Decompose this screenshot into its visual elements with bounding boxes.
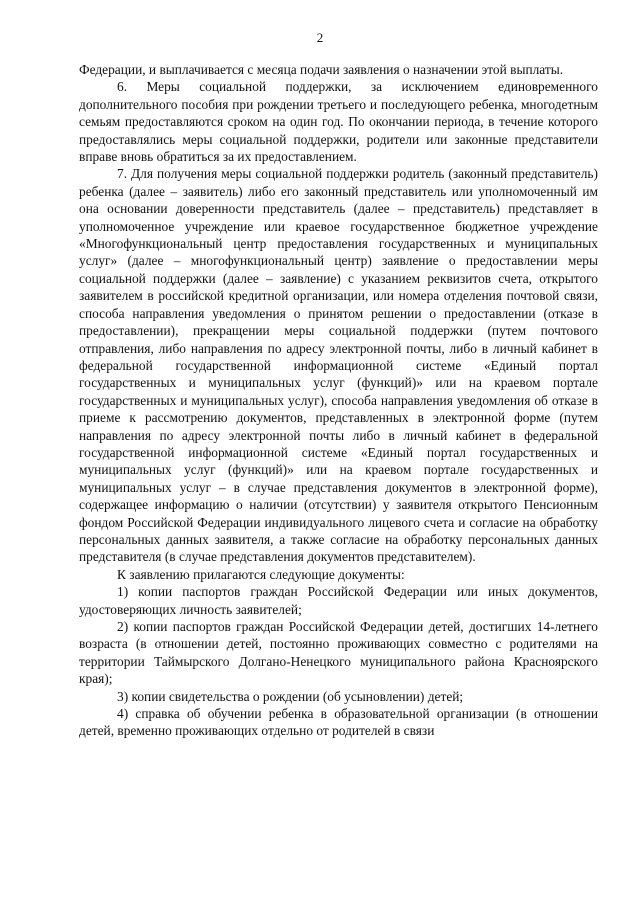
list-item-3: 3) копии свидетельства о рождении (об усыновлении) детей; (117, 688, 464, 704)
paragraph-continuation: Федерации, и выплачивается с месяца подачи заявления о назначении этой выплаты. (79, 62, 564, 77)
page-number: 2 (316, 30, 324, 45)
list-item-4: 4) справка об обучении ребенка в образовательной организации (в отношении детей, временно проживающих отдельно от родителей в связи (79, 706, 598, 739)
list-item-1: 1) копии паспортов граждан Российской Федерации или иных документов, удостоверяющих личность заявителей; (79, 584, 598, 617)
paragraph-documents-intro: К заявлению прилагаются следующие документы: (117, 566, 405, 582)
paragraph-item-6: 6. Меры социальной поддержки, за исключением единовременного дополнительного пособия при рождении третьего и последующего ребенка, многодетным семьям предоставляются сроком на один год. По окончании периода, в течение которого предоставлялись меры социальной поддержки, родители или законные представители вправе вновь обратиться за их предоставлением. (79, 79, 598, 165)
paragraph-item-7: 7. Для получения меры социальной поддержки родитель (законный представитель) ребенка (далее – заявитель) либо его законный представитель или уполномоченный им она основании доверенности представитель (далее – представитель) представляет в уполномоченное учреждение или краевое государственное бюджетное учреждение «Многофункциональный центр предоставления государственных и муниципальных услуг» (далее – многофункциональный центр) заявление о предоставлении меры социальной поддержки (далее – заявление) с указанием реквизитов счета, открытого заявителем в российской кредитной организации, или номера отделения почтовой связи, способа направления уведомления о принятом решении о предоставлении (отказе в предоставлении), прекращении меры социальной поддержки (путем почтового отправления, либо направления по адресу электронной почты, либо в личный кабинет в федеральной государственной информационной системе «Единый портал государственных и муниципальных услуг (функций)» или на краевом портале государственных и муниципальных услуг), способа направления уведомления об отказе в приеме к рассмотрению документов, представленных в электронной форме (путем направления по адресу электронной почты либо в личный кабинет в федеральной государственной информационной системе «Единый портал государственных и муниципальных услуг (функций)» или на краевом портале государственных и муниципальных услуг – в случае представления документов в электронной форме), содержащее информацию о наличии (отсутствии) у заявителя открытого Пенсионным фондом Российской Федерации индивидуального лицевого счета и согласие на обработку персональных данных заявителя, а также согласие на обработку персональных данных представителя (в случае представления документов представителем). (79, 166, 598, 565)
list-item-2: 2) копии паспортов граждан Российской Федерации детей, достигших 14-летнего возраста (в отношении детей, постоянно проживающих совместно с родителями на территории Таймырского Долгано-Ненецкого муниципального района Красноярского края); (79, 619, 598, 687)
document-body (79, 61, 598, 740)
